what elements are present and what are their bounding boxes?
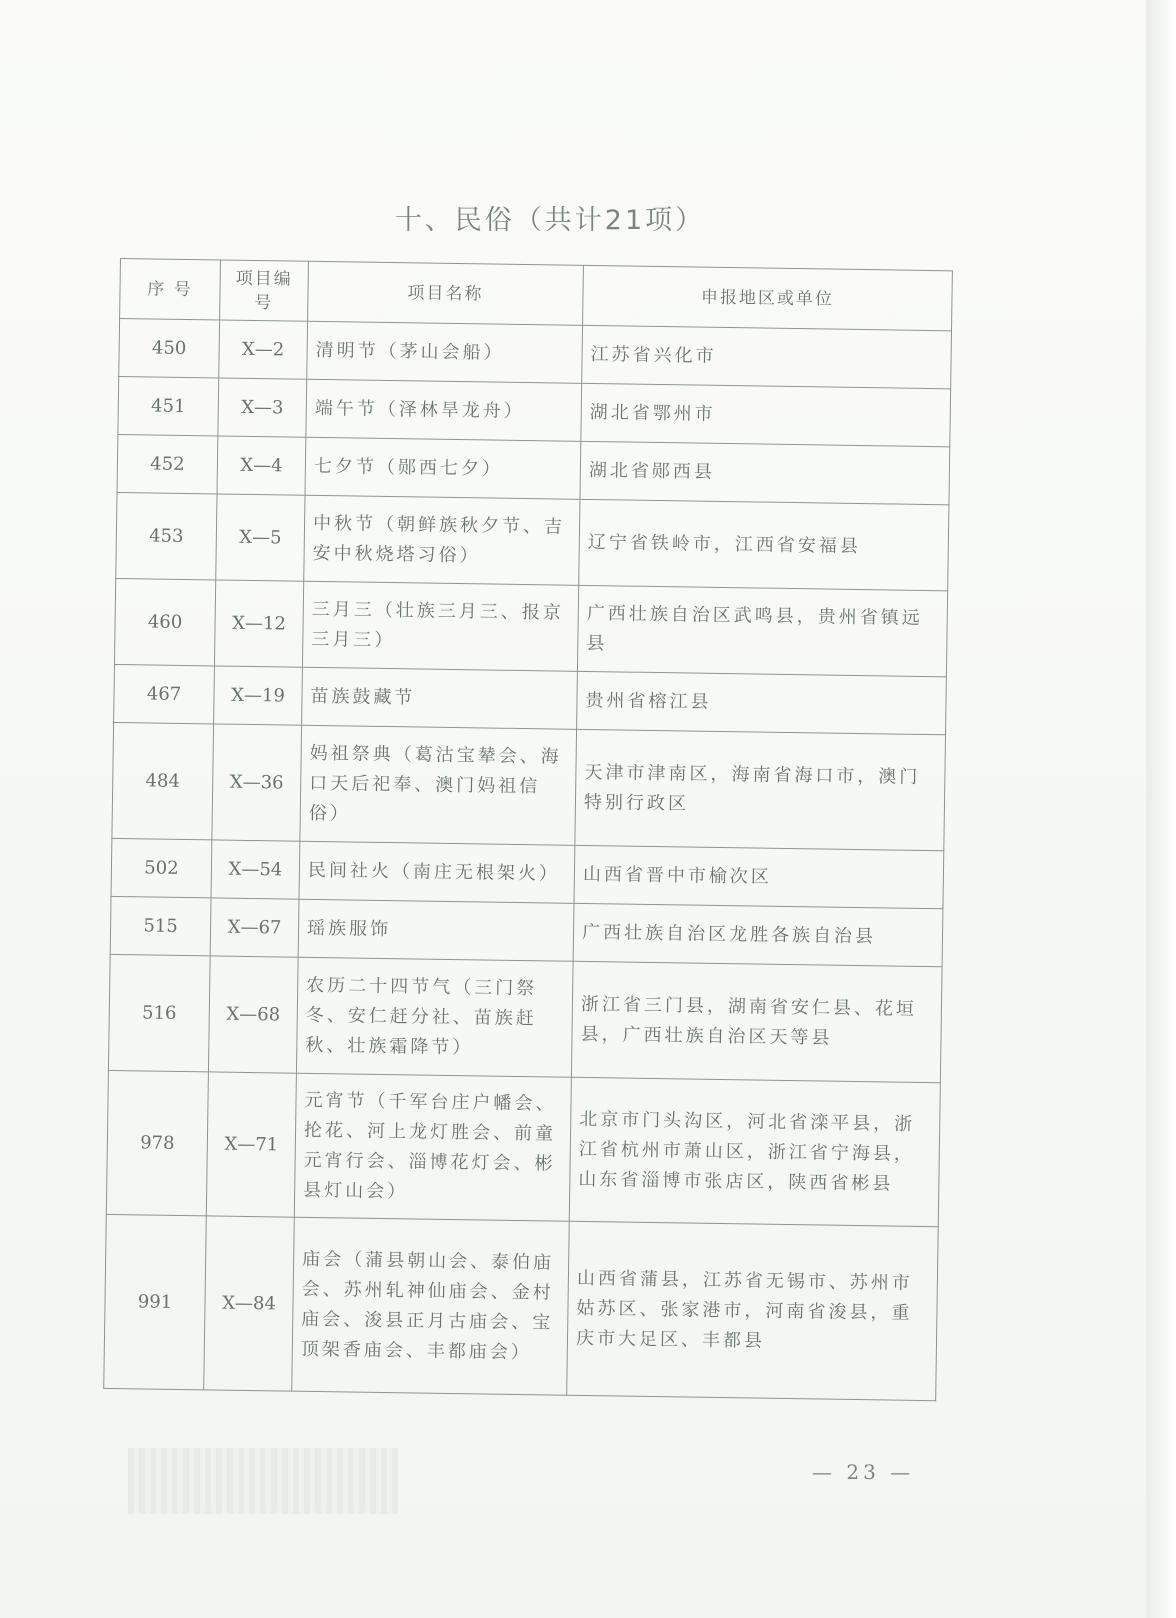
cell-region: 江苏省兴化市 (582, 325, 952, 388)
cell-seq: 450 (119, 319, 220, 378)
cell-seq: 484 (112, 722, 214, 839)
cell-region: 贵州省榕江县 (577, 671, 947, 734)
cell-name: 中秋节（朝鲜族秋夕节、吉安中秋烧塔习俗） (304, 495, 580, 585)
cell-code: Ⅹ—12 (214, 580, 303, 667)
cell-region: 天津市津南区，海南省海口市，澳门特别行政区 (575, 729, 946, 850)
cell-name: 端午节（泽林旱龙舟） (306, 379, 582, 441)
table-row (114, 578, 947, 676)
cell-seq: 453 (116, 492, 217, 579)
header-code: 项目编号 (220, 260, 309, 321)
cell-name: 农历二十四节气（三门祭冬、安仁赶分社、苗族赶秋、壮族霜降节） (296, 957, 573, 1077)
cell-seq: 451 (118, 376, 219, 435)
cell-seq: 991 (104, 1214, 207, 1389)
heritage-items-table (103, 258, 953, 1401)
cell-name: 庙会（蒲县朝山会、泰伯庙会、苏州轧神仙庙会、金村庙会、浚县正月古庙会、宝顶架香庙会、丰都庙会） (292, 1217, 570, 1395)
section-title: 十、民俗（共计21项） (394, 205, 706, 236)
cell-seq: 452 (117, 434, 218, 493)
cell-name: 瑶族服饰 (298, 899, 574, 961)
cell-seq: 515 (110, 896, 211, 955)
header-region: 申报地区或单位 (583, 265, 953, 330)
cell-name: 三月三（壮族三月三、报京三月三） (302, 581, 578, 671)
header-name: 项目名称 (308, 261, 584, 325)
cell-code: Ⅹ—71 (206, 1072, 296, 1217)
cell-code: Ⅹ—68 (208, 956, 298, 1073)
cell-region: 山西省蒲县，江苏省无锡市、苏州市姑苏区、张家港市，河南省浚县，重庆市大足区、丰都县 (567, 1221, 939, 1400)
cell-region: 广西壮族自治区龙胜各族自治县 (573, 903, 943, 966)
cell-name: 七夕节（郧西七夕） (305, 437, 581, 499)
cell-code: Ⅹ—3 (218, 378, 307, 437)
cell-region: 湖北省郧西县 (580, 441, 950, 504)
header-seq: 序 号 (120, 259, 221, 320)
cell-code: Ⅹ—84 (204, 1216, 295, 1391)
table-row (116, 492, 949, 590)
cell-code: Ⅹ—54 (211, 840, 300, 899)
cell-seq: 978 (106, 1070, 208, 1215)
cell-name: 妈祖祭典（葛沽宝辇会、海口天后祀奉、澳门妈祖信俗） (300, 725, 577, 845)
cell-region: 浙江省三门县，湖南省安仁县、花垣县，广西壮族自治区天等县 (571, 961, 942, 1082)
cell-region: 湖北省鄂州市 (581, 383, 951, 446)
cell-code: Ⅹ—4 (217, 436, 306, 495)
cell-region: 北京市门头沟区，河北省滦平县，浙江省杭州市萧山区，浙江省宁海县，山东省淄博市张店区，陕西省彬县 (569, 1077, 940, 1226)
table-row (112, 722, 946, 850)
cell-name: 清明节（茅山会船） (307, 321, 583, 383)
page-edge (1146, 0, 1176, 1618)
cell-seq: 502 (111, 838, 212, 897)
cell-region: 辽宁省铁岭市，江西省安福县 (579, 499, 949, 590)
cell-seq: 516 (108, 954, 210, 1071)
bleed-through-shadow (128, 1448, 398, 1514)
table-row (108, 954, 942, 1082)
cell-code: Ⅹ—5 (216, 494, 305, 581)
cell-region: 山西省晋中市榆次区 (574, 845, 944, 908)
cell-name: 元宵节（千军台庄户幡会、抡花、河上龙灯胜会、前童元宵行会、淄博花灯会、彬县灯山会） (294, 1073, 571, 1221)
cell-code: Ⅹ—67 (210, 898, 299, 957)
cell-region: 广西壮族自治区武鸣县，贵州省镇远县 (577, 585, 947, 676)
cell-seq: 460 (114, 578, 215, 665)
cell-code: Ⅹ—36 (212, 724, 302, 841)
page-number: — 23 — (812, 1460, 915, 1484)
cell-seq: 467 (114, 664, 215, 723)
cell-name: 民间社火（南庄无根架火） (299, 841, 575, 903)
table-row (104, 1214, 938, 1400)
cell-code: Ⅹ—2 (219, 320, 308, 379)
table-row (106, 1070, 940, 1226)
cell-name: 苗族鼓藏节 (302, 667, 578, 729)
cell-code: Ⅹ—19 (214, 666, 303, 725)
